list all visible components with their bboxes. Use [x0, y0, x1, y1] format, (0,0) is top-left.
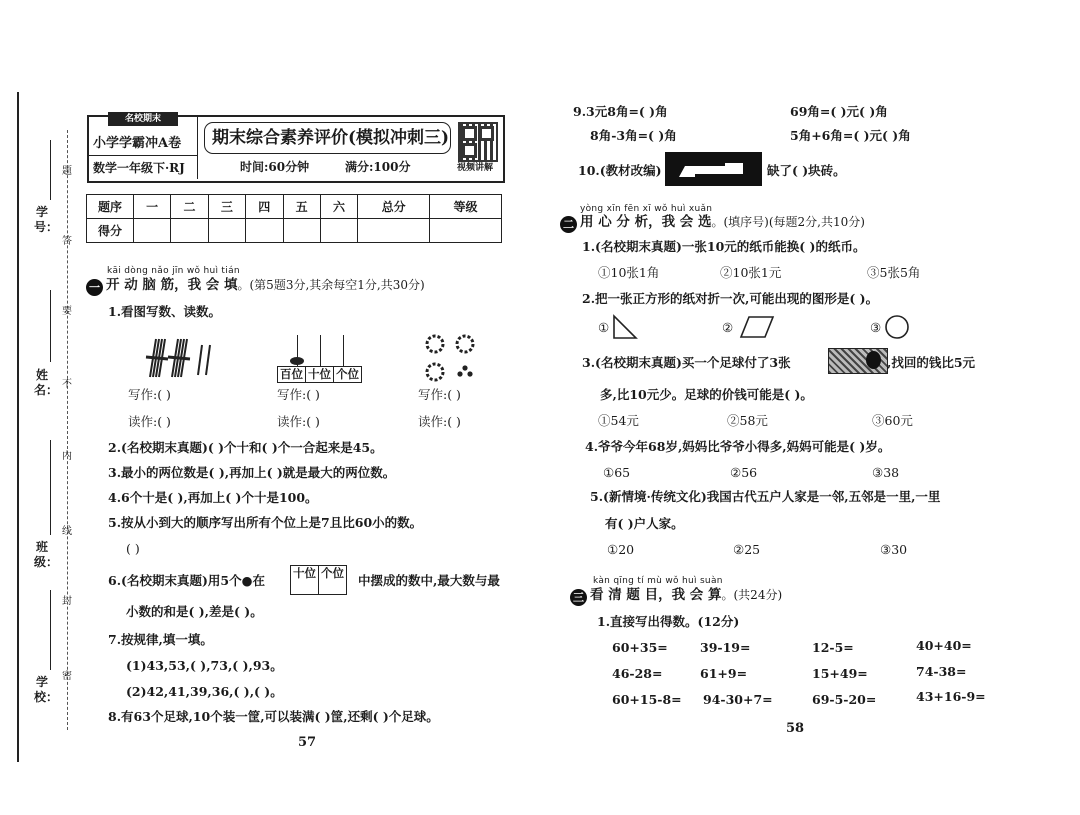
s2q1-text[interactable]: 1.(名校期末真题)一张10元的纸币能换( )的纸币。 [582, 239, 866, 254]
q6-line2[interactable]: 小数的和是( ),差是( )。 [126, 604, 263, 619]
calc-item[interactable]: 69-5-20= [812, 692, 877, 707]
qr-caption: 视频讲解 [457, 163, 494, 173]
q1a-write[interactable]: 写作:( ) [128, 387, 171, 402]
q5-answer-blank[interactable]: ( ) [126, 541, 140, 556]
s2q2-option-3[interactable]: ③ [870, 320, 882, 335]
class-underline[interactable] [50, 440, 51, 535]
seal-char: 密 [62, 671, 72, 682]
score-input-cell[interactable] [430, 219, 502, 243]
q9d-text[interactable]: 5角+6角=( )元( )角 [790, 128, 911, 143]
qr-code-icon[interactable] [458, 122, 498, 162]
place-label: 十位 [306, 367, 334, 382]
calc-item[interactable]: 12-5= [812, 640, 854, 655]
student-id-underline[interactable] [50, 140, 51, 200]
series-name: 小学学霸冲A卷 [93, 136, 182, 151]
s2q5-text: 5.(新情境·传统文化)我国古代五户人家是一邻,五邻是一里,一里 [590, 489, 941, 504]
score-input-cell[interactable] [134, 219, 171, 243]
s2q4-option-2[interactable]: ②56 [730, 465, 758, 480]
section3-title: 看 清 题 目，我 会 算 [590, 587, 722, 603]
section1-title: 开 动 脑 筋，我 会 填 [106, 277, 238, 293]
q1c-write[interactable]: 写作:( ) [418, 387, 461, 402]
score-header-cell: 一 [134, 195, 171, 219]
score-input-cell[interactable] [283, 219, 320, 243]
s3q1-text: 1.直接写出得数。(12分) [597, 614, 740, 629]
q5-text: 5.按从小到大的顺序写出所有个位上是7且比60小的数。 [108, 515, 423, 530]
s2q3-text-start: 3.(名校期末真题)买一个足球付了3张 [582, 355, 791, 370]
seal-char: 封 [62, 596, 72, 607]
calc-item[interactable]: 60+15-8= [612, 692, 682, 707]
score-header-cell: 二 [171, 195, 208, 219]
exam-time: 时间:60分钟 [240, 160, 310, 174]
s2q5-line2[interactable]: 有( )户人家。 [605, 516, 684, 531]
q9b-text[interactable]: 69角=( )元( )角 [790, 104, 888, 119]
s2q4-option-1[interactable]: ①65 [603, 465, 631, 480]
q7b-sequence[interactable]: (2)42,41,39,36,( ),( )。 [126, 684, 283, 699]
q9a-text[interactable]: 9.3元8角=( )角 [573, 104, 668, 119]
seal-line [67, 130, 68, 730]
score-header-cell: 题序 [87, 195, 134, 219]
binding-label-school: 学校： [34, 675, 59, 704]
q7a-sequence[interactable]: (1)43,53,( ),73,( ),93。 [126, 658, 283, 673]
grade-label: 数学一年级下·RJ [93, 161, 185, 175]
s2q4-option-3[interactable]: ③38 [872, 465, 900, 480]
q4-text[interactable]: 4.6个十是( ),再加上( )个十是100。 [108, 490, 318, 505]
q10-text-end[interactable]: 缺了( )块砖。 [767, 163, 846, 178]
s2q3-line2[interactable]: 多,比10元少。足球的价钱可能是( )。 [600, 387, 813, 402]
section-number-badge: 二 [560, 216, 577, 233]
section1-note: 。(第5题3分,其余每空1分,共30分) [237, 278, 425, 292]
flower-dots-image [423, 332, 483, 384]
score-header-cell: 五 [283, 195, 320, 219]
calc-item[interactable]: 40+40= [916, 638, 972, 653]
seal-char: 要 [62, 306, 72, 317]
score-table [86, 194, 502, 243]
section1-heading [86, 277, 425, 296]
abacus-place-labels [277, 366, 362, 383]
q1a-read[interactable]: 读作:( ) [128, 414, 171, 429]
calc-item[interactable]: 43+16-9= [916, 689, 986, 704]
place-label: 个位 [321, 566, 344, 580]
q10-text-start: 10.(教材改编) [578, 163, 662, 178]
section-number-badge: 一 [86, 279, 103, 296]
section1-pinyin: kāi dòng nǎo jīn wǒ huì tián [107, 266, 240, 276]
q6-text-end: 中摆成的数中,最大数与最 [358, 573, 500, 588]
s2q1-option-3[interactable]: ③5张5角 [867, 265, 921, 280]
score-header-cell: 等级 [430, 195, 502, 219]
place-label: 个位 [336, 367, 359, 381]
school-underline[interactable] [50, 590, 51, 670]
q7-text: 7.按规律,填一填。 [108, 632, 213, 647]
s2q5-option-2[interactable]: ②25 [733, 542, 761, 557]
calc-item[interactable]: 46-28= [612, 666, 663, 681]
q6-place-chart [290, 565, 347, 595]
header-divider [89, 155, 197, 156]
seal-char: 不 [62, 379, 72, 390]
binding-label-class: 班级： [34, 540, 59, 569]
q1-text: 1.看图写数、读数。 [108, 304, 222, 319]
page-title: 期末综合素养评价(模拟冲刺三) [212, 128, 450, 148]
full-score: 满分:100分 [345, 160, 411, 174]
score-input-cell[interactable] [358, 219, 430, 243]
stick-bundles-image [140, 335, 220, 380]
q8-text[interactable]: 8.有63个足球,10个装一筐,可以装满( )筐,还剩( )个足球。 [108, 709, 439, 724]
score-header-cell: 总分 [358, 195, 430, 219]
score-header-cell: 三 [208, 195, 245, 219]
banknote-image [828, 348, 888, 374]
place-label: 十位 [291, 566, 319, 594]
s2q2-text[interactable]: 2.把一张正方形的纸对折一次,可能出现的图形是( )。 [582, 291, 879, 306]
calc-item[interactable]: 74-38= [916, 664, 967, 679]
s2q3-option-2[interactable]: ②58元 [727, 413, 768, 428]
score-input-cell[interactable] [171, 219, 208, 243]
q1b-write[interactable]: 写作:( ) [277, 387, 320, 402]
s2q2-option-2[interactable]: ② [722, 320, 734, 335]
score-header-cell: 六 [320, 195, 357, 219]
score-input-cell[interactable] [320, 219, 357, 243]
section3-pinyin: kàn qīng tí mù wǒ huì suàn [593, 576, 723, 586]
s2q5-option-1[interactable]: ①20 [607, 542, 635, 557]
section3-heading [570, 587, 782, 606]
brick-wall-image [665, 152, 762, 186]
header-badge: 名校期末 [108, 112, 178, 126]
page-number-right: 58 [786, 721, 805, 736]
section2-pinyin: yòng xīn fēn xī wǒ huì xuǎn [580, 204, 713, 214]
circle-option-icon [884, 314, 910, 340]
section3-note: 。(共24分) [721, 588, 783, 602]
score-input-cell[interactable] [246, 219, 283, 243]
calc-item[interactable]: 39-19= [700, 640, 751, 655]
section2-title: 用 心 分 析，我 会 选 [580, 214, 712, 230]
q6-text-start: 6.(名校期末真题)用5个●在 [108, 573, 265, 588]
score-header-cell: 四 [246, 195, 283, 219]
binding-label-name: 姓名： [34, 368, 59, 397]
page-number-left: 57 [298, 735, 317, 750]
seal-char: 线 [62, 526, 72, 537]
q3-text[interactable]: 3.最小的两位数是( ),再加上( )就是最大的两位数。 [108, 465, 396, 480]
place-label: 百位 [278, 367, 306, 382]
s2q3-text-end: ,找回的钱比5元 [887, 355, 976, 370]
name-underline[interactable] [50, 290, 51, 362]
binding-line [17, 92, 19, 762]
header-vdivider [197, 117, 198, 179]
section-number-badge: 三 [570, 589, 587, 606]
calc-item[interactable]: 94-30+7= [703, 692, 773, 707]
calc-item[interactable]: 61+9= [700, 666, 748, 681]
q1b-read[interactable]: 读作:( ) [277, 414, 320, 429]
score-row-label: 得分 [87, 219, 134, 243]
score-input-cell[interactable] [208, 219, 245, 243]
parallelogram-option-icon [739, 315, 775, 339]
s2q4-text[interactable]: 4.爷爷今年68岁,妈妈比爷爷小得多,妈妈可能是( )岁。 [585, 439, 891, 454]
s2q1-option-1[interactable]: ①10张1角 [598, 265, 660, 280]
s2q5-option-3[interactable]: ③30 [880, 542, 908, 557]
binding-label-student-id: 学号： [34, 205, 59, 234]
seal-char: 内 [62, 451, 72, 462]
seal-char: 题 [62, 166, 72, 177]
section2-note: 。(填序号)(每题2分,共10分) [711, 215, 865, 229]
section2-heading [560, 214, 865, 233]
calc-item[interactable]: 15+49= [812, 666, 868, 681]
s2q3-option-1[interactable]: ①54元 [598, 413, 639, 428]
s2q1-option-2[interactable]: ②10张1元 [720, 265, 782, 280]
q9c-text[interactable]: 8角-3角=( )角 [590, 128, 677, 143]
s2q3-option-3[interactable]: ③60元 [872, 413, 913, 428]
calc-item[interactable]: 60+35= [612, 640, 668, 655]
q2-text[interactable]: 2.(名校期末真题)( )个十和( )个一合起来是45。 [108, 440, 383, 455]
seal-char: 答 [62, 236, 72, 247]
q1c-read[interactable]: 读作:( ) [418, 414, 461, 429]
s2q2-option-1[interactable]: ① [598, 320, 610, 335]
triangle-option-icon [612, 314, 638, 340]
